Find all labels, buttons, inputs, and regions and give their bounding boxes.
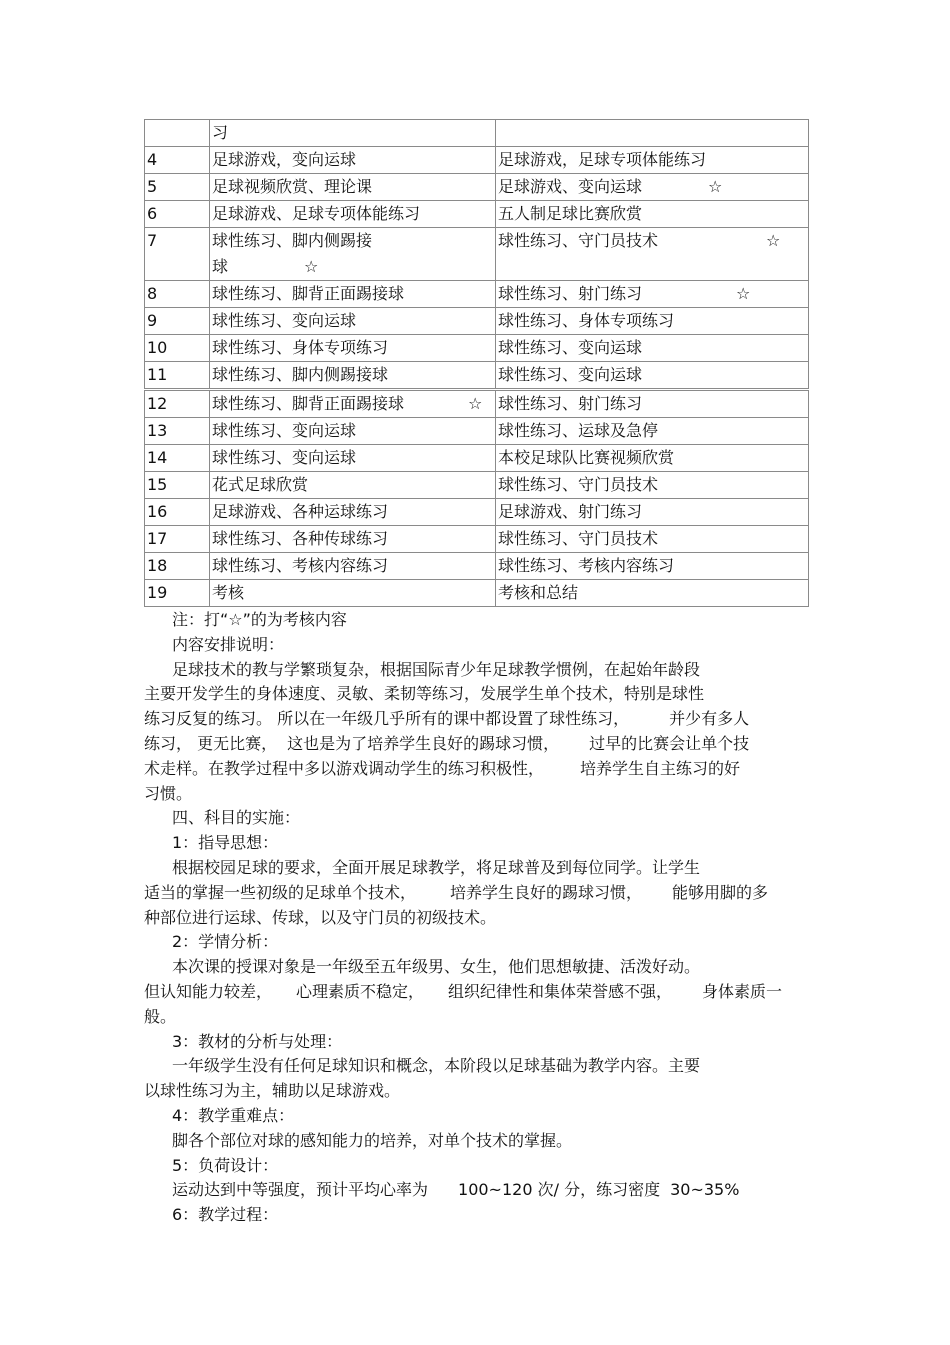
grade-one-content-cell [210,147,496,174]
subsection-heading: 3：教材的分析与处理： [172,1031,343,1051]
arrangement-heading: 内容安排说明： [172,634,285,654]
cell-text: 球性练习、守门员技术 [498,475,659,494]
cell-text: 足球游戏，变向运球 [212,150,357,169]
week-number-cell: 7 [145,228,210,281]
grade-one-content-cell [210,281,496,308]
cell-text: 球性练习、运球及急停 [498,421,659,440]
subsection-heading: 2：学情分析： [172,932,279,952]
cell-text: 足球视频欣赏、理论课 [212,177,373,196]
assessment-star-icon: ☆ [736,284,751,303]
week-number-cell: 4 [145,147,210,174]
subsection-heading: 1：指导思想： [172,833,279,853]
notes-block [144,608,814,1228]
week-number-cell: 5 [145,174,210,201]
week-number-cell: 12 [145,390,210,418]
paragraph-line: 习惯。 [144,783,193,803]
cell-text: 球性练习、变向运球 [212,311,357,330]
grade-two-content-cell [496,281,809,308]
assessment-star-icon: ☆ [708,177,723,196]
table-row [145,472,809,499]
week-number-cell: 9 [145,308,210,335]
grade-two-content-cell [496,228,809,281]
cell-text: 球性练习、考核内容练习 [212,556,389,575]
paragraph-line: 但认知能力较差， 心理素质不稳定， 组织纪律性和集体荣誉感不强， 身体素质一 [144,981,783,1001]
cell-text: 球性练习、脚内侧踢接球 [212,365,389,384]
table-row [145,553,809,580]
table-row [145,445,809,472]
subsection-heading: 4：教学重难点： [172,1105,295,1125]
week-number-cell: 16 [145,499,210,526]
cell-text: 球性练习、守门员技术 [498,231,659,250]
week-number-cell: 13 [145,418,210,445]
grade-one-content-cell [210,553,496,580]
grade-one-content-cell [210,526,496,553]
grade-one-content-cell [210,445,496,472]
paragraph-line: 练习反复的练习。 所以在一年级几乎所有的课中都设置了球性练习， 并少有多人 [144,709,750,729]
cell-text: 考核和总结 [498,583,579,602]
cell-text: 球性练习、变向运球 [498,365,643,384]
cell-text: 球性练习、脚背正面踢接球 [212,284,405,303]
paragraph-line: 运动达到中等强度，预计平均心率为 100~120 次/ 分，练习密度 30~35% [172,1180,740,1200]
table-row [145,362,809,390]
section-heading: 四、科目的实施： [172,808,301,828]
cell-text: 五人制足球比赛欣赏 [498,204,643,223]
grade-two-content-cell [496,526,809,553]
table-row [145,147,809,174]
grade-two-content-cell [496,418,809,445]
cell-text: 球性练习、各种传球练习 [212,529,389,548]
grade-one-content-cell [210,335,496,362]
paragraph-line: 以球性练习为主，辅助以足球游戏。 [144,1081,401,1101]
grade-two-content-cell [496,362,809,390]
week-number-cell: 6 [145,201,210,228]
paragraph-line: 主要开发学生的身体速度、灵敏、柔韧等练习，发展学生单个技术，特别是球性 [144,684,705,704]
assessment-star-icon: ☆ [468,394,483,413]
table-row [145,201,809,228]
table-row [145,281,809,308]
schedule-table [144,119,809,607]
cell-text: 足球游戏、足球专项体能练习 [212,204,421,223]
grade-one-content-cell [210,120,496,147]
grade-two-content-cell [496,580,809,607]
cell-text: 球性练习、变向运球 [212,421,357,440]
week-number-cell: 17 [145,526,210,553]
week-number-cell: 11 [145,362,210,390]
grade-two-content-cell [496,201,809,228]
grade-one-content-cell [210,228,496,281]
week-number-cell: 8 [145,281,210,308]
subsection-heading: 6：教学过程： [172,1205,279,1225]
grade-two-content-cell [496,174,809,201]
grade-one-content-cell [210,580,496,607]
cell-text: 球性练习、脚内侧踢接 [212,231,373,250]
paragraph-line: 本次课的授课对象是一年级至五年级男、女生，他们思想敏捷、活泼好动。 [172,957,701,977]
table-row [145,580,809,607]
paragraph-line: 适当的掌握一些初级的足球单个技术， 培养学生良好的踢球习惯， 能够用脚的多 [144,882,769,902]
table-row [145,526,809,553]
cell-text: 足球游戏、变向运球 [498,177,643,196]
table-row [145,228,809,281]
cell-text: 球性练习、射门练习 [498,284,643,303]
grade-one-content-cell [210,308,496,335]
table-row [145,174,809,201]
paragraph-line: 根据校园足球的要求，全面开展足球教学，将足球普及到每位同学。让学生 [172,857,701,877]
cell-text: 足球游戏、各种运球练习 [212,502,389,521]
cell-text: 球性练习、射门练习 [498,394,643,413]
grade-two-content-cell [496,553,809,580]
paragraph-line: 脚各个部位对球的感知能力的培养，对单个技术的掌握。 [172,1130,573,1150]
week-number-cell: 19 [145,580,210,607]
table-row [145,499,809,526]
paragraph-line: 一年级学生没有任何足球知识和概念，本阶段以足球基础为教学内容。主要 [172,1056,701,1076]
cell-text: 习 [212,123,229,142]
grade-two-content-cell [496,472,809,499]
grade-one-content-cell [210,390,496,418]
grade-two-content-cell [496,390,809,418]
cell-text: 本校足球队比赛视频欣赏 [498,448,675,467]
cell-text: 考核 [212,583,245,602]
subsection-heading: 5：负荷设计： [172,1155,279,1175]
grade-two-content-cell [496,120,809,147]
grade-two-content-cell [496,147,809,174]
grade-two-content-cell [496,445,809,472]
cell-text: 花式足球欣赏 [212,475,309,494]
week-number-cell: 10 [145,335,210,362]
cell-text: 球性练习、变向运球 [498,338,643,357]
assessment-star-icon: ☆ [304,257,319,276]
grade-one-content-cell [210,174,496,201]
grade-one-content-cell [210,472,496,499]
cell-text-continued: 球 [212,257,229,276]
grade-one-content-cell [210,499,496,526]
cell-text: 球性练习、身体专项练习 [212,338,389,357]
cell-text: 球性练习、脚背正面踢接球 [212,394,405,413]
assessment-star-icon: ☆ [766,231,781,250]
grade-one-content-cell [210,201,496,228]
week-number-cell: 14 [145,445,210,472]
cell-text: 球性练习、变向运球 [212,448,357,467]
grade-two-content-cell [496,335,809,362]
table-row [145,308,809,335]
paragraph-line: 般。 [144,1006,177,1026]
grade-one-content-cell [210,362,496,390]
cell-text: 球性练习、身体专项练习 [498,311,675,330]
cell-text: 球性练习、守门员技术 [498,529,659,548]
cell-text: 足球游戏、射门练习 [498,502,643,521]
grade-one-content-cell [210,418,496,445]
cell-text: 足球游戏，足球专项体能练习 [498,150,707,169]
grade-two-content-cell [496,308,809,335]
star-note: 注：打“☆”的为考核内容 [172,610,347,629]
table-row [145,390,809,418]
paragraph-line: 种部位进行运球、传球，以及守门员的初级技术。 [144,907,497,927]
table-row [145,335,809,362]
table-row [145,120,809,147]
paragraph-line: 术走样。在教学过程中多以游戏调动学生的练习积极性， 培养学生自主练习的好 [144,758,741,778]
grade-two-content-cell [496,499,809,526]
cell-text: 球性练习、考核内容练习 [498,556,675,575]
paragraph-line: 练习， 更无比赛， 这也是为了培养学生良好的踢球习惯， 过早的比赛会让单个技 [144,733,750,753]
week-number-cell: 15 [145,472,210,499]
week-number-cell: 18 [145,553,210,580]
table-row [145,418,809,445]
paragraph-line: 足球技术的教与学繁琐复杂，根据国际青少年足球教学惯例，在起始年龄段 [172,659,701,679]
week-number-cell [145,120,210,147]
